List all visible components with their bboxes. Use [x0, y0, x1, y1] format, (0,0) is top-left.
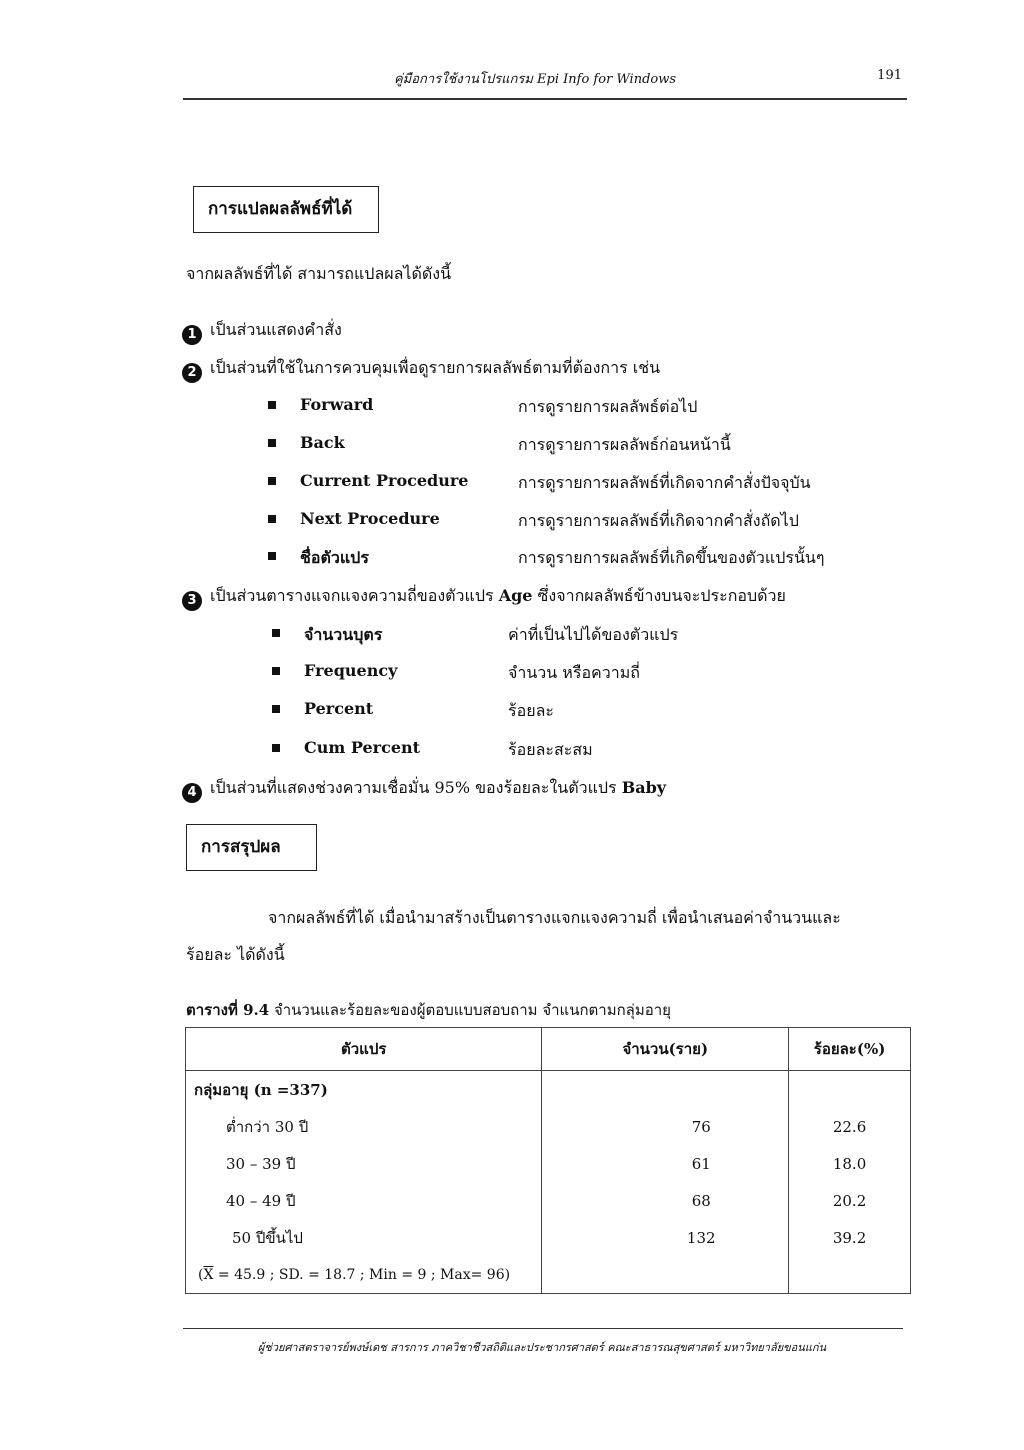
number-2-icon: 2: [182, 363, 202, 383]
bullet-desc: การดูรายการผลลัพธ์ที่เกิดจากคำสั่งถัดไป: [518, 511, 799, 530]
square-bullet-icon: [268, 477, 276, 485]
item-3-text-before: เป็นส่วนตารางแจกแจงความถี่ของตัวแปร: [210, 586, 499, 605]
row-label: ต่ำกว่า 30 ปี: [186, 1108, 542, 1145]
item-1-text: เป็นส่วนแสดงคำสั่ง: [210, 320, 342, 339]
row-percent: 18.0: [789, 1145, 911, 1182]
bullet-desc: ค่าที่เป็นไปได้ของตัวแปร: [508, 625, 679, 644]
bullet-term: Cum Percent: [304, 738, 421, 757]
stats-values: = 45.9 ; SD. = 18.7 ; Min = 9 ; Max= 96): [213, 1266, 511, 1283]
table-row: [186, 1071, 911, 1109]
item-4-text-bold: Baby: [621, 778, 667, 797]
row-count: 68: [542, 1182, 789, 1219]
square-bullet-icon: [268, 515, 276, 523]
table-cell: [789, 1256, 911, 1294]
section-title-summary: การสรุปผล: [186, 824, 317, 871]
row-count: 61: [542, 1145, 789, 1182]
table-row: [186, 1108, 911, 1145]
item-3-text-after: ซึ่งจากผลลัพธ์ข้างบนจะประกอบด้วย: [532, 586, 786, 605]
table-row: [186, 1182, 911, 1219]
bullet-desc: ร้อยละสะสม: [508, 740, 593, 759]
section-title-interpretation: การแปลผลลัพธ์ที่ได้: [193, 186, 379, 233]
column-header-percent: ร้อยละ(%): [789, 1028, 911, 1071]
item-4-text-before: เป็นส่วนที่แสดงช่วงความเชื่อมั่น 95% ของร้อยละในตัวแปร: [210, 778, 622, 797]
item-3: [182, 584, 786, 611]
bullet-desc: การดูรายการผลลัพธ์ที่เกิดขึ้นของตัวแปรนั้นๆ: [518, 548, 825, 567]
bullet-desc: จำนวน หรือความถี่: [508, 663, 640, 682]
square-bullet-icon: [268, 439, 276, 447]
row-percent: 20.2: [789, 1182, 911, 1219]
bullet-desc: การดูรายการผลลัพธ์ต่อไป: [518, 397, 698, 416]
table-cell: [542, 1071, 789, 1109]
footer-text: ผู้ช่วยศาสตราจารย์พงษ์เดช สารการ ภาควิชาชีวสถิติและประชากรศาสตร์ คณะสาธารณสุขศาสตร์ มหาวิทยาลัยขอนแก่น: [257, 1341, 827, 1354]
table-cell: [542, 1256, 789, 1294]
row-label: 40 – 49 ปี: [186, 1182, 542, 1219]
table-cell: [789, 1071, 911, 1109]
bullet-term: Frequency: [304, 661, 398, 680]
table-header-row: [186, 1028, 911, 1071]
item-4: [182, 776, 666, 803]
square-bullet-icon: [268, 552, 276, 560]
bullet-term: ชื่อตัวแปร: [300, 548, 369, 567]
row-count: 76: [542, 1108, 789, 1145]
bullet-desc: การดูรายการผลลัพธ์ก่อนหน้านี้: [518, 435, 731, 454]
item-3-text-bold: Age: [498, 586, 533, 605]
row-percent: 22.6: [789, 1108, 911, 1145]
bullet-term: จำนวนบุตร: [304, 625, 383, 644]
stats-mean-symbol: $\overline{X}$: [203, 1266, 214, 1283]
item-2-text: เป็นส่วนที่ใช้ในการควบคุมเพื่อดูรายการผลลัพธ์ตามที่ต้องการ เช่น: [210, 358, 661, 377]
header-title: คู่มือการใช้งานโปรแกรม Epi Info for Windows: [393, 72, 677, 87]
table-caption-label: ตารางที่ 9.4: [186, 1001, 270, 1019]
row-percent: 39.2: [789, 1219, 911, 1256]
header-rule: [183, 98, 907, 100]
square-bullet-icon: [268, 401, 276, 409]
number-4-icon: 4: [182, 783, 202, 803]
footer-rule: [183, 1328, 903, 1329]
square-bullet-icon: [272, 705, 280, 713]
table-row: [186, 1219, 911, 1256]
number-1-icon: 1: [182, 325, 202, 345]
item-1: [182, 318, 342, 345]
row-label: 30 – 39 ปี: [186, 1145, 542, 1182]
intro-text: จากผลลัพธ์ที่ได้ สามารถแปลผลได้ดังนี้: [186, 264, 452, 283]
row-count: 132: [542, 1219, 789, 1256]
group-label: กลุ่มอายุ (n =337): [186, 1071, 542, 1109]
table-caption-text: จำนวนและร้อยละของผู้ตอบแบบสอบถาม จำแนกตามกลุ่มอายุ: [269, 1001, 671, 1019]
bullet-term: Back: [300, 433, 345, 452]
table-row: [186, 1256, 911, 1294]
bullet-term: Next Procedure: [300, 509, 440, 528]
item-2: [182, 356, 660, 383]
table-row: [186, 1145, 911, 1182]
bullet-desc: ร้อยละ: [508, 701, 554, 720]
bullet-term: Forward: [300, 395, 374, 414]
row-label: 50 ปีขึ้นไป: [186, 1219, 542, 1256]
number-3-icon: 3: [182, 591, 202, 611]
summary-paragraph-line2: ร้อยละ ได้ดังนี้: [186, 945, 285, 964]
summary-paragraph-line1: จากผลลัพธ์ที่ได้ เมื่อนำมาสร้างเป็นตารางแจกแจงความถี่ เพื่อนำเสนอค่าจำนวนและ: [268, 908, 841, 927]
summary-stats: [186, 1256, 542, 1294]
table-caption: [186, 998, 671, 1022]
bullet-term: Current Procedure: [300, 471, 469, 490]
square-bullet-icon: [272, 667, 280, 675]
bullet-desc: การดูรายการผลลัพธ์ที่เกิดจากคำสั่งปัจจุบัน: [518, 473, 811, 492]
age-group-table: [185, 1027, 911, 1294]
square-bullet-icon: [272, 744, 280, 752]
stats-open-paren: (: [198, 1266, 204, 1283]
column-header-count: จำนวน(ราย): [542, 1028, 789, 1071]
column-header-variable: ตัวแปร: [186, 1028, 542, 1071]
bullet-term: Percent: [304, 699, 374, 718]
square-bullet-icon: [272, 629, 280, 637]
page-number: 191: [877, 68, 902, 83]
